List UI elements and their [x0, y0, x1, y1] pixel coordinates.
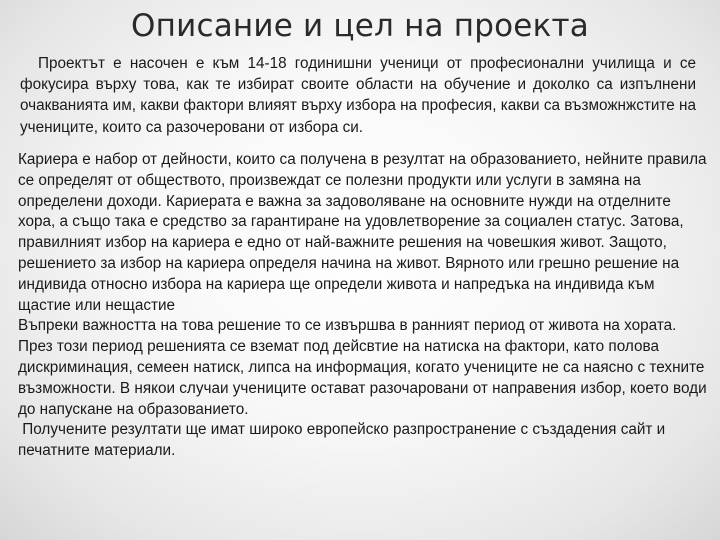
slide-title: Описание и цел на проекта [131, 8, 589, 44]
intro-paragraph: Проектът е насочен е към 14-18 годинишни ученици от професионални училища и се фокусира върху това, как те избират своите области на обучение и доколко са изпълнени очакванията им, какви фактори влияят върху избора на професия, какви са възможнжстите на учениците, които са разочеровани от избора си. [20, 55, 696, 136]
results-paragraph: Получените резултати ще имат широко европейско разпространение с създадения сайт и печатните материали. [18, 421, 670, 460]
career-definition-paragraph: Кариера е набор от дейности, които са получена в резултат на образованието, нейните правила се определят от обществото, произвеждат се полезни продукти или услуги в замяна на определени доходи. Кариерата е важна за задоволяване на основните нужди на отделните хора, а също така е средство за гарантиране на удовлетворение за социален статус. Затова, правилният избор на кариера е едно от най-важните решения на човешкия живот. Защото, решението за избор на кариера определя начина на живот. Вярното или грешно решение на индивида относно избора на кариера ще определи живота и напредъка на индивида към щастие или нещастие [18, 151, 707, 314]
career-choice-paragraph: Въпреки важността на това решение то се извършва в ранният период от живота на хората. През този период решенията се вземат под дейсвтие на натиска на фактори, като полова дискриминация, семеен натиск, липса на информация, когато учениците не са наясно с техните възможности. В някои случаи учениците остават разочаровани от направения избор, което води до напускане на образованието. [18, 317, 707, 418]
body-text [18, 150, 708, 462]
